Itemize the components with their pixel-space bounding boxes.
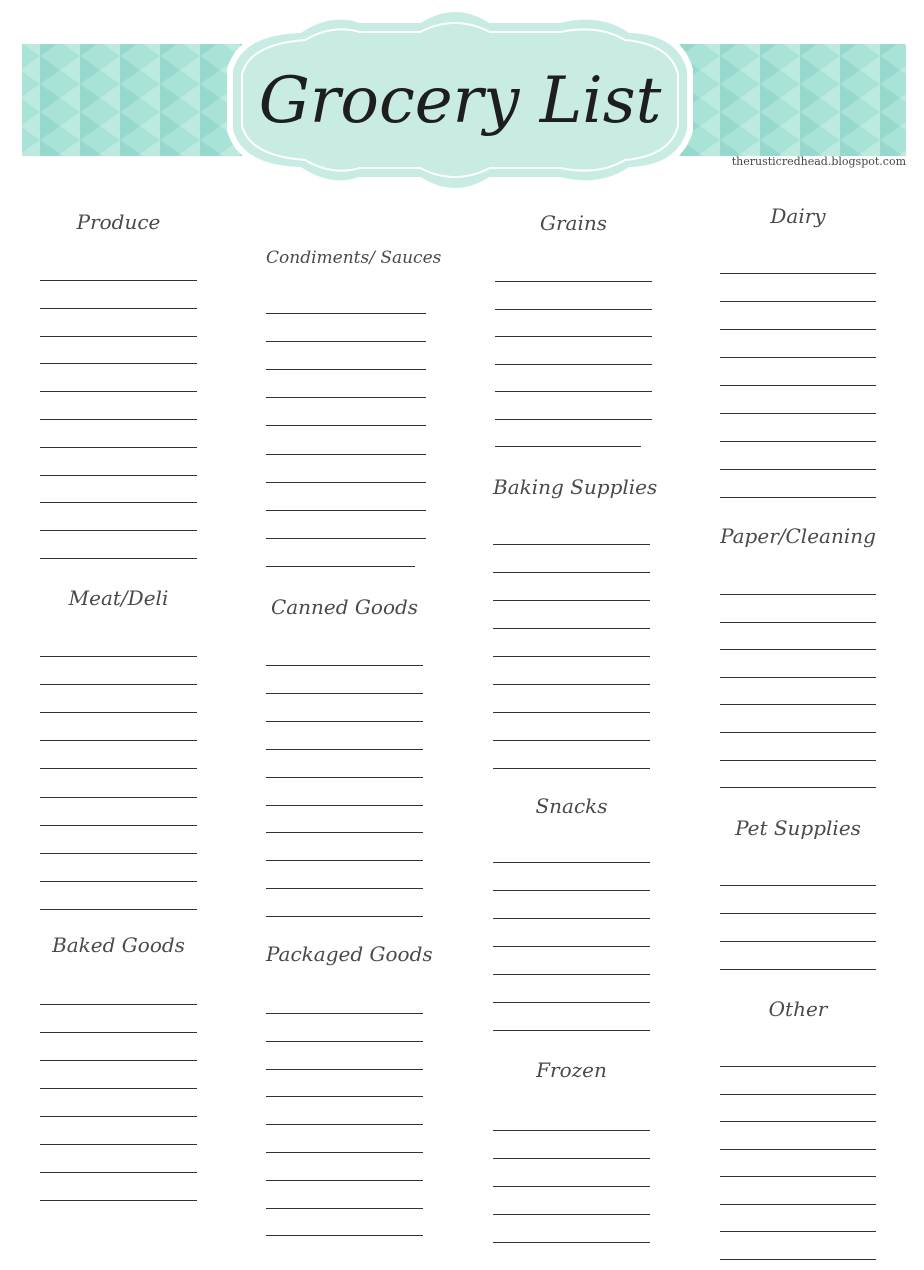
section-produce	[40, 209, 197, 562]
write-line[interactable]	[266, 454, 426, 455]
write-line[interactable]	[40, 1088, 197, 1089]
write-line[interactable]	[40, 419, 197, 420]
write-line[interactable]	[266, 749, 423, 750]
section-title-produce: Produce	[76, 210, 161, 234]
write-line[interactable]	[720, 787, 876, 788]
write-line[interactable]	[266, 1069, 423, 1070]
write-line[interactable]	[720, 385, 876, 386]
write-line[interactable]	[266, 1208, 423, 1209]
write-line[interactable]	[40, 1004, 197, 1005]
write-line[interactable]	[720, 649, 876, 650]
banner-graphic	[0, 0, 924, 210]
write-line[interactable]	[495, 309, 652, 310]
section-meat-deli	[40, 585, 197, 913]
write-line[interactable]	[266, 1235, 423, 1236]
write-line[interactable]	[266, 777, 423, 778]
write-line[interactable]	[720, 1176, 876, 1177]
write-line[interactable]	[266, 888, 423, 889]
write-line[interactable]	[493, 1214, 650, 1215]
write-line[interactable]	[266, 425, 426, 426]
header-banner	[0, 0, 924, 210]
write-line[interactable]	[720, 941, 876, 942]
write-line[interactable]	[40, 558, 197, 559]
write-line[interactable]	[495, 364, 652, 365]
write-line[interactable]	[493, 974, 650, 975]
write-line[interactable]	[266, 397, 426, 398]
write-line[interactable]	[40, 1032, 197, 1033]
write-line[interactable]	[266, 1180, 423, 1181]
section-snacks	[493, 793, 650, 1034]
write-line[interactable]	[493, 890, 650, 891]
write-line[interactable]	[40, 797, 197, 798]
write-line[interactable]	[266, 369, 426, 370]
write-line[interactable]	[493, 862, 650, 863]
write-line[interactable]	[40, 308, 197, 309]
write-line[interactable]	[40, 447, 197, 448]
write-line[interactable]	[720, 329, 876, 330]
write-line[interactable]	[40, 712, 197, 713]
section-title-baked-goods: Baked Goods	[52, 933, 185, 957]
write-line[interactable]	[266, 1096, 423, 1097]
write-line[interactable]	[495, 446, 641, 447]
write-line[interactable]	[720, 1121, 876, 1122]
section-title-paper-cleaning: Paper/Cleaning	[720, 524, 876, 548]
write-line[interactable]	[493, 544, 650, 545]
write-line[interactable]	[720, 357, 876, 358]
write-line[interactable]	[40, 1060, 197, 1061]
section-title-meat-deli: Meat/Deli	[68, 586, 169, 610]
section-frozen	[493, 1057, 650, 1246]
write-line[interactable]	[720, 273, 876, 274]
write-line[interactable]	[495, 336, 652, 337]
write-line[interactable]	[720, 1259, 876, 1260]
write-line[interactable]	[495, 419, 652, 420]
write-line[interactable]	[40, 881, 197, 882]
write-line[interactable]	[40, 1116, 197, 1117]
section-title-dairy: Dairy	[770, 204, 826, 228]
write-line[interactable]	[720, 594, 876, 595]
write-line[interactable]	[493, 1242, 650, 1243]
write-line[interactable]	[720, 1094, 876, 1095]
write-line[interactable]	[720, 885, 876, 886]
section-title-snacks: Snacks	[535, 794, 608, 818]
section-condiments-sauces	[266, 245, 442, 570]
write-line[interactable]	[720, 760, 876, 761]
write-line[interactable]	[266, 566, 415, 567]
section-title-canned-goods: Canned Goods	[270, 595, 419, 619]
write-line[interactable]	[266, 1041, 423, 1042]
write-line[interactable]	[720, 704, 876, 705]
write-line[interactable]	[266, 805, 423, 806]
write-line[interactable]	[40, 656, 197, 657]
write-line[interactable]	[40, 825, 197, 826]
section-title-pet-supplies: Pet Supplies	[735, 816, 861, 840]
write-line[interactable]	[720, 441, 876, 442]
write-line[interactable]	[720, 913, 876, 914]
write-line[interactable]	[493, 572, 650, 573]
write-line[interactable]	[40, 530, 197, 531]
write-line[interactable]	[40, 909, 197, 910]
section-title-grains: Grains	[539, 211, 607, 235]
write-line[interactable]	[266, 693, 423, 694]
section-title-other: Other	[768, 997, 828, 1021]
write-line[interactable]	[40, 1144, 197, 1145]
write-line[interactable]	[266, 1152, 423, 1153]
write-line[interactable]	[493, 1002, 650, 1003]
write-line[interactable]	[266, 341, 426, 342]
write-line[interactable]	[493, 946, 650, 947]
write-line[interactable]	[266, 510, 426, 511]
write-line[interactable]	[720, 469, 876, 470]
section-title-condiments-sauces: Condiments/ Sauces	[266, 248, 442, 268]
write-line[interactable]	[493, 628, 650, 629]
write-line[interactable]	[40, 684, 197, 685]
section-title-packaged-goods: Packaged Goods	[266, 942, 433, 966]
write-line[interactable]	[495, 281, 652, 282]
write-line[interactable]	[720, 622, 876, 623]
write-line[interactable]	[40, 475, 197, 476]
section-baking-supplies	[493, 474, 658, 772]
write-line[interactable]	[266, 916, 423, 917]
write-line[interactable]	[493, 656, 650, 657]
write-line[interactable]	[40, 1200, 197, 1201]
section-grains	[495, 210, 652, 450]
write-line[interactable]	[493, 712, 650, 713]
section-baked-goods	[40, 932, 197, 1204]
blog-credit: therusticredhead.blogspot.com	[731, 155, 906, 168]
write-line[interactable]	[493, 1186, 650, 1187]
write-line[interactable]	[493, 1030, 650, 1031]
write-line[interactable]	[266, 832, 423, 833]
write-line[interactable]	[266, 482, 426, 483]
write-line[interactable]	[40, 740, 197, 741]
section-packaged-goods	[266, 941, 433, 1240]
write-line[interactable]	[493, 768, 650, 769]
write-line[interactable]	[720, 301, 876, 302]
write-line[interactable]	[720, 732, 876, 733]
write-line[interactable]	[493, 1130, 650, 1131]
section-canned-goods	[266, 594, 423, 921]
section-pet-supplies	[720, 815, 876, 973]
write-line[interactable]	[493, 740, 650, 741]
write-line[interactable]	[40, 768, 197, 769]
write-line[interactable]	[40, 363, 197, 364]
write-line[interactable]	[266, 1013, 423, 1014]
write-line[interactable]	[40, 853, 197, 854]
write-line[interactable]	[720, 413, 876, 414]
write-line[interactable]	[493, 918, 650, 919]
write-line[interactable]	[40, 336, 197, 337]
write-line[interactable]	[493, 1158, 650, 1159]
write-line[interactable]	[493, 684, 650, 685]
write-line[interactable]	[493, 600, 650, 601]
write-line[interactable]	[266, 665, 423, 666]
write-line[interactable]	[266, 313, 426, 314]
write-line[interactable]	[720, 1204, 876, 1205]
write-line[interactable]	[720, 1066, 876, 1067]
section-paper-cleaning	[720, 523, 876, 792]
write-line[interactable]	[40, 280, 197, 281]
write-line[interactable]	[266, 1124, 423, 1125]
section-other	[720, 996, 876, 1263]
write-line[interactable]	[720, 969, 876, 970]
write-line[interactable]	[495, 391, 652, 392]
write-line[interactable]	[266, 721, 423, 722]
write-line[interactable]	[720, 497, 876, 498]
section-dairy	[720, 203, 876, 501]
write-line[interactable]	[40, 502, 197, 503]
write-line[interactable]	[720, 1149, 876, 1150]
write-line[interactable]	[720, 1231, 876, 1232]
section-title-frozen: Frozen	[536, 1058, 607, 1082]
section-title-baking-supplies: Baking Supplies	[493, 475, 658, 499]
page-title: Grocery List	[258, 64, 662, 138]
write-line[interactable]	[266, 860, 423, 861]
write-line[interactable]	[40, 1172, 197, 1173]
write-line[interactable]	[266, 538, 426, 539]
write-line[interactable]	[720, 677, 876, 678]
write-line[interactable]	[40, 391, 197, 392]
